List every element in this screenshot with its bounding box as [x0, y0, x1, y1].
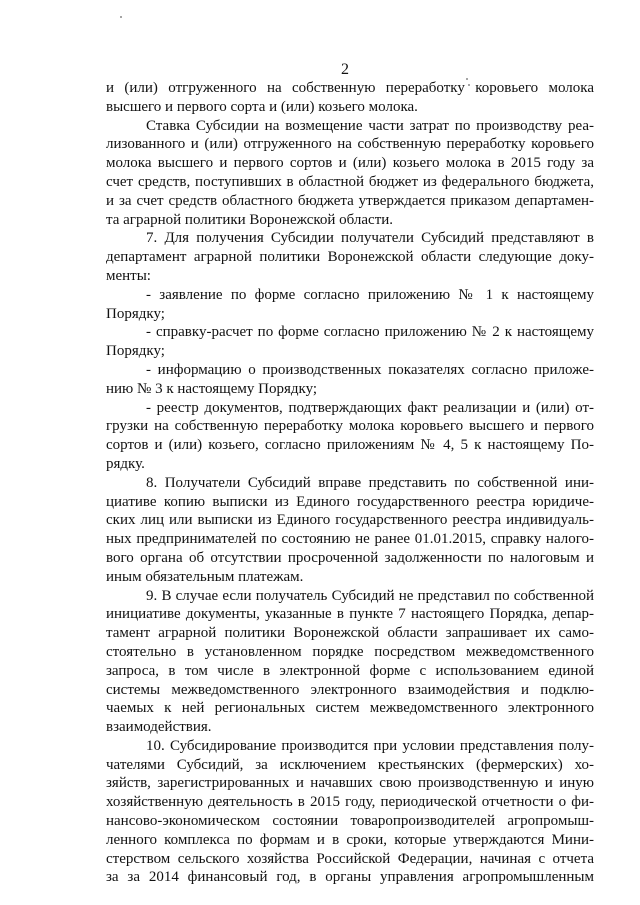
text-line: зяйств, зарегистрированных и начавших свою производственную и иную	[106, 775, 594, 792]
text-line: иным обязательным платежам.	[106, 568, 304, 585]
text-line: взаимодействия.	[106, 719, 212, 736]
text-line: менты:	[106, 267, 151, 284]
text-line: запроса, в том числе в электронной форме с использованием единой	[106, 662, 594, 679]
text-line: стерством сельского хозяйства Российской Федерации, начиная с отчета	[106, 850, 594, 867]
text-line: и за счет средств областного бюджета утверждается приказом департамен-	[106, 192, 594, 209]
text-line: тамент аграрной политики Воронежской области запрашивает их само-	[106, 625, 594, 642]
text-line: высшего и первого сорта и (или) козьего молока.	[106, 98, 418, 115]
text-line: счет средств, поступивших в областной бюджет из федерального бюджета,	[106, 173, 594, 190]
text-line: - информацию о производственных показателях согласно приложе-	[146, 361, 594, 378]
text-line: циативе копию выписки из Единого государственного реестра юридиче-	[106, 493, 594, 510]
text-line: та аграрной политики Воронежской области.	[106, 211, 394, 228]
text-line: нансово-экономическом состоянии товаропроизводителей агропромыш-	[106, 813, 594, 830]
text-line: сортов и (или) козьего, согласно приложениям № 4, 5 к настоящему По-	[106, 437, 594, 454]
text-line: инициативе документы, указанные в пункте 7 настоящего Порядка, депар-	[106, 606, 594, 623]
document-body	[106, 79, 594, 887]
text-line: - справку-расчет по форме согласно приложению № 2 к настоящему	[146, 324, 594, 341]
text-line: системы межведомственного электронного взаимодействия и подклю-	[106, 681, 594, 698]
text-line: чаемых к ней региональных систем межведомственного электронного	[106, 700, 594, 717]
text-line: ских лиц или выписки из Единого государственного реестра индивидуаль-	[106, 512, 594, 529]
text-line: чателями Субсидий, за исключением крестьянских (фермерских) хо-	[106, 756, 594, 773]
text-line: 10. Субсидирование производится при условии представления полу-	[146, 737, 594, 754]
text-line: Ставка Субсидии на возмещение части затрат по производству реа-	[146, 117, 594, 134]
text-line: стоятельно в установленном порядке посредством межведомственного	[106, 643, 594, 660]
text-line: 9. В случае если получатель Субсидий не представил по собственной	[146, 587, 594, 604]
text-line: ленного комплекса по формам и в сроки, которые утверждаются Мини-	[106, 831, 594, 848]
text-line: грузки на собственную переработку молока коровьего высшего и первого	[106, 418, 594, 435]
text-line: нию № 3 к настоящему Порядку;	[106, 380, 318, 397]
text-line: - заявление по форме согласно приложению № 1 к настоящему	[146, 286, 594, 303]
text-line: за за 2014 финансовый год, в органы управления агропромышленным	[106, 869, 594, 886]
text-line: лизованного и (или) отгруженного на собственную переработку коровьего	[106, 136, 594, 153]
text-line: и (или) отгруженного на собственную переработку коровьего молока	[106, 80, 594, 96]
text-line: ных предпринимателей по состоянию не ранее 01.01.2015, справку налого-	[106, 531, 594, 548]
text-line: - реестр документов, подтверждающих факт реализации и (или) от-	[146, 399, 594, 416]
text-line: молока высшего и первого сортов и (или) козьего молока в 2015 году за	[106, 155, 594, 172]
text-line: хозяйственную деятельность в 2015 году, периодической отчетности о фи-	[106, 794, 594, 811]
scan-speck	[120, 16, 122, 18]
text-line: департамент аграрной политики Воронежской области следующие доку-	[106, 249, 594, 266]
text-line: Порядку;	[106, 343, 165, 360]
text-line: 7. Для получения Субсидии получатели Субсидий представляют в	[146, 230, 594, 247]
text-line: рядку.	[106, 455, 145, 472]
text-line: Порядку;	[106, 305, 165, 322]
page-number: 2	[341, 61, 349, 78]
text-line: вого органа об отсутствии просроченной задолженности по налоговым и	[106, 549, 594, 566]
text-line: 8. Получатели Субсидий вправе представить по собственной ини-	[146, 474, 594, 491]
